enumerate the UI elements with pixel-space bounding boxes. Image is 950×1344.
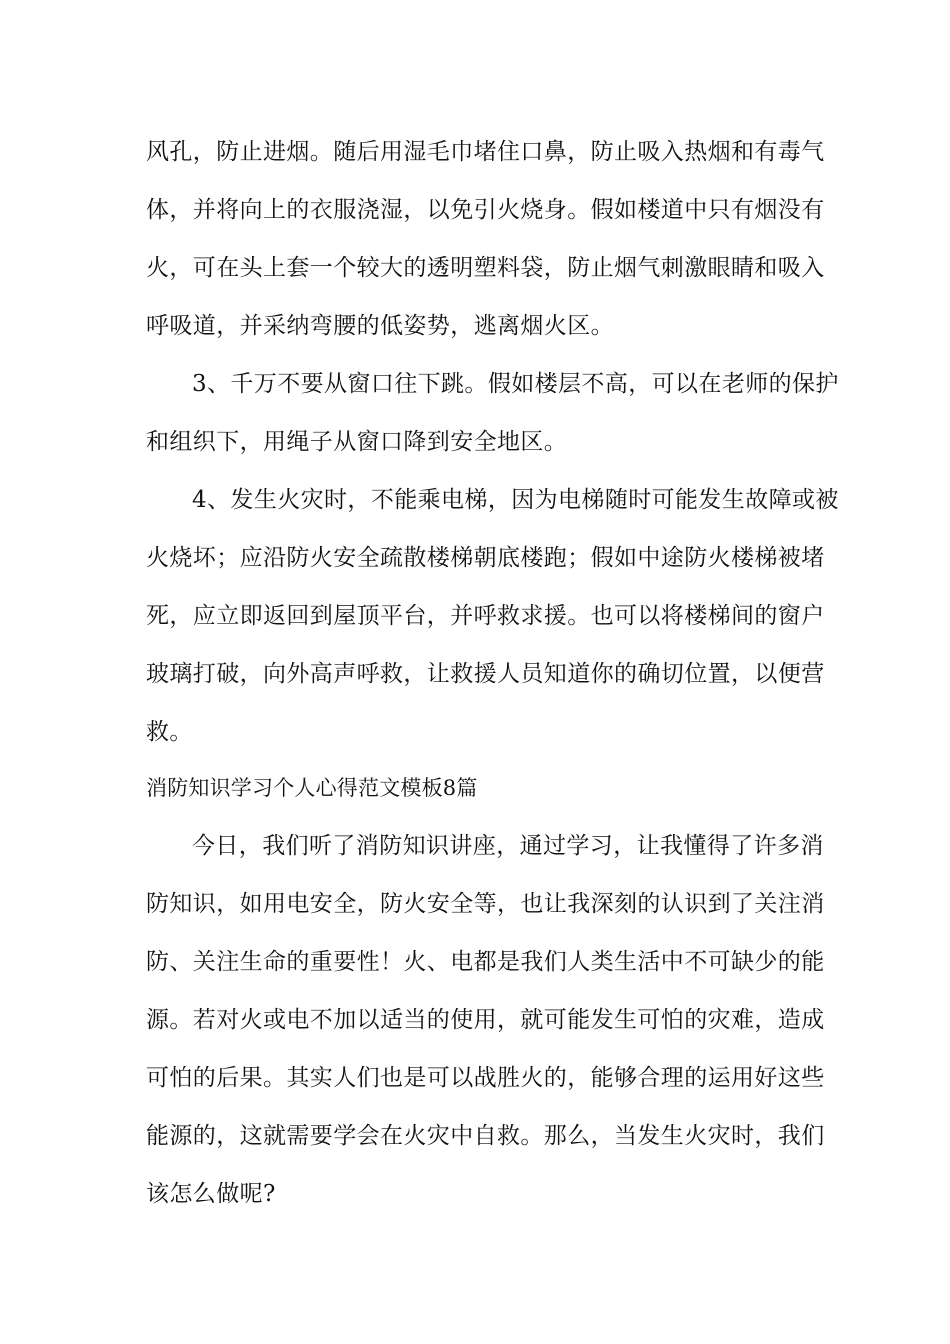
text-line: 源。若对火或电不加以适当的使用，就可能发生可怕的灾难，造成 [146, 1007, 825, 1033]
text-line: 呼吸道，并采纳弯腰的低姿势，逃离烟火区。 [146, 313, 614, 339]
text-line: 能源的，这就需要学会在火灾中自救。那么，当发生火灾时，我们 [146, 1123, 825, 1149]
text-line: 火烧坏；应沿防火安全疏散楼梯朝底楼跑；假如中途防火楼梯被堵 [146, 545, 825, 571]
text-line: 死，应立即返回到屋顶平台，并呼救求援。也可以将楼梯间的窗户 [146, 603, 825, 629]
text-line: 风孔，防止进烟。随后用湿毛巾堵住口鼻，防止吸入热烟和有毒气 [146, 139, 825, 165]
text-line: 体，并将向上的衣服浇湿，以免引火烧身。假如楼道中只有烟没有 [146, 197, 825, 223]
text-line: 救。 [146, 719, 193, 745]
text-line: 防、关注生命的重要性！火、电都是我们人类生活中不可缺少的能 [146, 949, 825, 975]
text-line: 玻璃打破，向外高声呼救，让救援人员知道你的确切位置，以便营 [146, 661, 825, 687]
text-line: 防知识，如用电安全，防火安全等，也让我深刻的认识到了关注消 [146, 891, 825, 917]
text-line: 今日，我们听了消防知识讲座，通过学习，让我懂得了许多消 [192, 833, 824, 859]
text-line: 3、千万不要从窗口往下跳。假如楼层不高，可以在老师的保护 [192, 371, 839, 397]
text-line: 火，可在头上套一个较大的透明塑料袋，防止烟气刺激眼睛和吸入 [146, 255, 825, 281]
section-heading: 消防知识学习个人心得范文模板8篇 [146, 776, 478, 800]
text-line: 和组织下，用绳子从窗口降到安全地区。 [146, 429, 568, 455]
text-line: 该怎么做呢? [146, 1181, 276, 1207]
text-line: 4、发生火灾时，不能乘电梯，因为电梯随时可能发生故障或被 [192, 487, 839, 513]
text-line: 可怕的后果。其实人们也是可以战胜火的，能够合理的运用好这些 [146, 1065, 825, 1091]
